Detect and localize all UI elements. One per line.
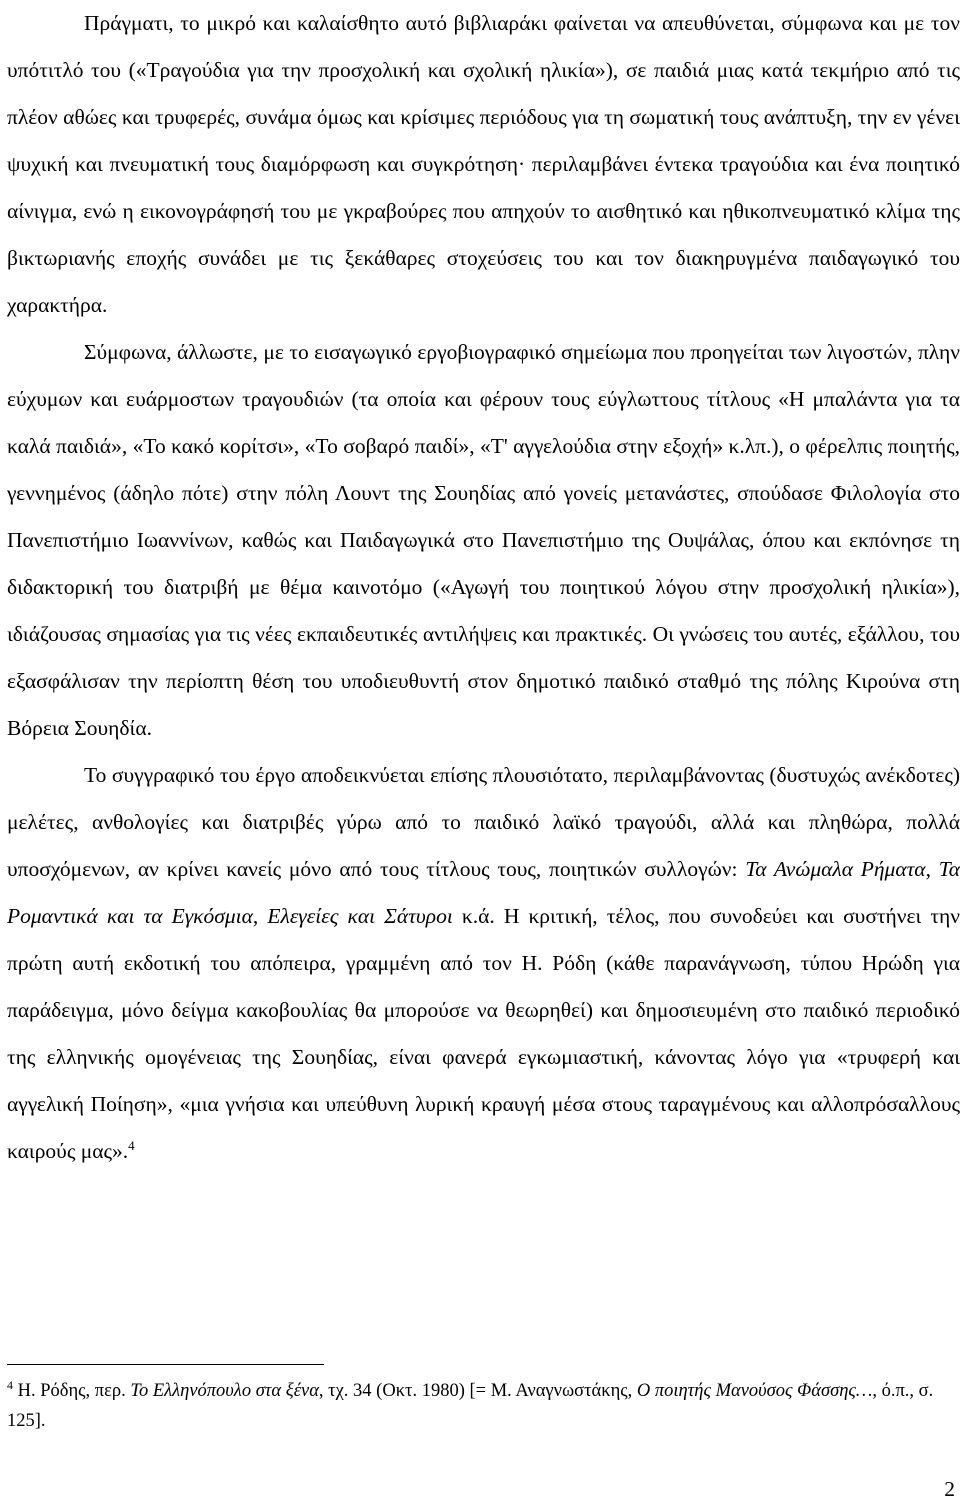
footnote-text-a: Η. Ρόδης, περ. — [13, 1381, 131, 1401]
paragraph-3-text-b: κ.ά. Η κριτική, τέλος, που συνοδεύει και συστήνει την πρώτη αυτή εκδοτική του απόπειρα, γραμμένη από τον Η. Ρόδη (κάθε παρανάγνωση, τύπου Ηρώδη για παράδειγμα, μόνο δείγμα κακοβουλίας θα μπορούσε να θεωρηθεί) και δημοσιευμένη στο παιδικό περιοδικό της ελληνικής ομογένειας της Σουηδίας, είναι φανερά εγκωμιαστική, κάνοντας λόγο για «τρυφερή και αγγελική Ποίηση», «μια γνήσια και υπεύθυνη λυρική κραυγή μέσα στους ταραγμένους και αλλοπρόσαλλους καιρούς μας». — [7, 904, 960, 1163]
book-title-elegeies: Ελεγείες και Σάτυροι — [267, 904, 453, 928]
footnote — [7, 1376, 960, 1436]
page-number: 2 — [944, 1477, 955, 1501]
footnote-text-b: , τχ. 34 (Οκτ. 1980) [= Μ. Αναγνωστάκης, — [318, 1381, 637, 1401]
paragraph-1-text: Πράγματι, το μικρό και καλαίσθητο αυτό βιβλιαράκι φαίνεται να απευθύνεται, σύμφωνα και με τον υπότιτλό του («Τραγούδια για την προσχολική και σχολική ηλικία»), σε παιδιά μιας κατά τεκμήριο από τις πλέον αθώες και τρυφερές, συνάμα όμως και κρίσιμες περιόδους για τη σωματική τους ανάπτυξη, την εν γένει ψυχική και πνευματική τους διαμόρφωση και συγκρότηση· περιλαμβάνει έντεκα τραγούδια και ένα ποιητικό αίνιγμα, ενώ η εικονογράφησή του με γκραβούρες που απηχούν το αισθητικό και ηθικοπνευματικό κλίμα της βικτωριανής εποχής συνάδει με τις ξεκάθαρες στοχεύσεις του και τον διακηρυγμένα παιδαγωγικό του χαρακτήρα. — [7, 11, 960, 317]
book-title-romantika: Τα Ρομαντικά και τα Εγκόσμια — [7, 857, 960, 928]
paragraph-1 — [7, 0, 960, 329]
footnote-number: 4 — [7, 1378, 13, 1392]
book-title-anomala-rimata: Τα Ανώμαλα Ρήματα — [745, 857, 926, 881]
footnote-text-c: , ό.π., σ. 125]. — [7, 1381, 934, 1431]
footnote-book-title: Ο ποιητής Μανούσος Φάσσης… — [636, 1381, 873, 1401]
paragraph-3-sep-1: , — [925, 857, 939, 881]
paragraph-2 — [7, 329, 960, 752]
footnote-periodical-title: Το Ελληνόπουλο στα ξένα — [130, 1381, 319, 1401]
paragraph-3-text-a: Το συγγραφικό του έργο αποδεικνύεται επίσης πλουσιότατο, περιλαμβάνοντας (δυστυχώς ανέκδοτες) μελέτες, ανθολογίες και διατριβές γύρω από το παιδικό λαϊκό τραγούδι, αλλά και πληθώρα, πολλά υποσχόμενων, αν κρίνει κανείς μόνο από τους τίτλους τους, ποιητικών συλλογών: — [7, 763, 960, 881]
paragraph-2-text: Σύμφωνα, άλλωστε, με το εισαγωγικό εργοβιογραφικό σημείωμα που προηγείται των λιγοστών, πλην εύχυμων και ευάρμοστων τραγουδιών (τα οποία και φέρουν τους εύγλωττους τίτλους «Η μπαλάντα για τα καλά παιδιά», «Το κακό κορίτσι», «Το σοβαρό παιδί», «Τ' αγγελούδια στην εξοχή» κ.λπ.), ο φέρελπις ποιητής, γεννημένος (άδηλο πότε) στην πόλη Λουντ της Σουηδίας από γονείς μετανάστες, σπούδασε Φιλολογία στο Πανεπιστήμιο Ιωαννίνων, καθώς και Παιδαγωγικά στο Πανεπιστήμιο της Ουψάλας, όπου και εκπόνησε τη διδακτορική του διατριβή με θέμα καινοτόμο («Αγωγή του ποιητικού λόγου στην προσχολική ηλικία»), ιδιάζουσας σημασίας για τις νέες εκπαιδευτικές αντιλήψεις και πρακτικές. Οι γνώσεις του αυτές, εξάλλου, του εξασφάλισαν την περίοπτη θέση του υποδιευθυντή στον δημοτικό παιδικό σταθμό της πόλης Κιρούνα στη Βόρεια Σουηδία. — [7, 340, 960, 740]
footnote-separator — [7, 1364, 324, 1365]
paragraph-3 — [7, 752, 960, 1175]
body-text — [7, 0, 960, 1175]
footnote-reference[interactable]: 4 — [128, 1138, 135, 1153]
paragraph-3-sep-2: , — [252, 904, 268, 928]
